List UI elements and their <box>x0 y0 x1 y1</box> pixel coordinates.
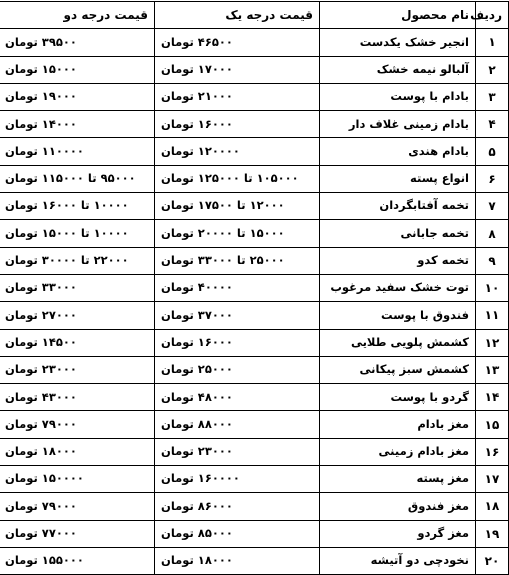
row-number: ۱۰ <box>476 274 509 301</box>
price-grade-one: ۱۶۰۰۰ تومان <box>155 111 320 138</box>
product-name: مغز بادام زمینی <box>320 438 476 465</box>
table-body <box>0 29 509 575</box>
price-grade-one: ۱۶۰۰۰۰ تومان <box>155 466 320 493</box>
price-grade-two: ۹۵۰۰۰ تا ۱۱۵۰۰۰ تومان <box>0 165 155 192</box>
price-grade-one: ۱۷۰۰۰ تومان <box>155 56 320 83</box>
table-row <box>0 356 509 383</box>
row-number: ۱۲ <box>476 329 509 356</box>
price-grade-one: ۱۶۰۰۰ تومان <box>155 329 320 356</box>
price-grade-one: ۲۱۰۰۰ تومان <box>155 83 320 110</box>
table-row <box>0 138 509 165</box>
table-row <box>0 438 509 465</box>
table-row <box>0 83 509 110</box>
product-name: تخمه کدو <box>320 247 476 274</box>
price-grade-two: ۳۳۰۰۰ تومان <box>0 274 155 301</box>
row-number: ۲۰ <box>476 547 509 574</box>
price-grade-one: ۴۸۰۰۰ تومان <box>155 384 320 411</box>
price-grade-one: ۸۵۰۰۰ تومان <box>155 520 320 547</box>
price-grade-two: ۲۳۰۰۰ تومان <box>0 356 155 383</box>
row-number: ۹ <box>476 247 509 274</box>
price-grade-two: ۱۰۰۰۰ تا ۱۵۰۰۰ تومان <box>0 220 155 247</box>
price-grade-one: ۳۷۰۰۰ تومان <box>155 302 320 329</box>
price-grade-two: ۳۹۵۰۰ تومان <box>0 29 155 56</box>
price-grade-two: ۲۷۰۰۰ تومان <box>0 302 155 329</box>
product-name: کشمش پلویی طلایی <box>320 329 476 356</box>
product-name: مغز گردو <box>320 520 476 547</box>
row-number: ۱۵ <box>476 411 509 438</box>
product-name: فندوق با پوست <box>320 302 476 329</box>
product-name: مغز بادام <box>320 411 476 438</box>
price-grade-two: ۷۹۰۰۰ تومان <box>0 493 155 520</box>
price-grade-one: ۴۶۵۰۰ تومان <box>155 29 320 56</box>
table-row <box>0 247 509 274</box>
table-row <box>0 111 509 138</box>
row-number: ۷ <box>476 193 509 220</box>
price-grade-one: ۸۸۰۰۰ تومان <box>155 411 320 438</box>
row-number: ۱۱ <box>476 302 509 329</box>
price-grade-one: ۴۰۰۰۰ تومان <box>155 274 320 301</box>
row-number: ۶ <box>476 165 509 192</box>
price-grade-two: ۷۷۰۰۰ تومان <box>0 520 155 547</box>
product-name: کشمش سبز پیکانی <box>320 356 476 383</box>
header-price-grade-two: قیمت درجه دو <box>0 2 155 29</box>
product-name: تخمه جابانی <box>320 220 476 247</box>
price-grade-one: ۱۸۰۰۰ تومان <box>155 547 320 574</box>
price-grade-two: ۱۸۰۰۰ تومان <box>0 438 155 465</box>
row-number: ۵ <box>476 138 509 165</box>
price-grade-two: ۴۳۰۰۰ تومان <box>0 384 155 411</box>
product-name: بادام هندی <box>320 138 476 165</box>
row-number: ۴ <box>476 111 509 138</box>
price-grade-two: ۱۴۵۰۰ تومان <box>0 329 155 356</box>
table-row <box>0 520 509 547</box>
table-row <box>0 302 509 329</box>
product-name: مغز پسته <box>320 466 476 493</box>
table-row <box>0 193 509 220</box>
row-number: ۱۶ <box>476 438 509 465</box>
product-name: بادام با پوست <box>320 83 476 110</box>
table-row <box>0 274 509 301</box>
header-row-number: ردیف <box>476 2 509 29</box>
product-name: نخودچی دو آتیشه <box>320 547 476 574</box>
table-row <box>0 547 509 574</box>
price-table-container <box>0 1 508 575</box>
price-grade-two: ۱۵۰۰۰۰ تومان <box>0 466 155 493</box>
price-grade-one: ۸۶۰۰۰ تومان <box>155 493 320 520</box>
product-name: توت خشک سفید مرغوب <box>320 274 476 301</box>
table-row <box>0 56 509 83</box>
header-product-name: نام محصول <box>320 2 476 29</box>
product-name: بادام زمینی غلاف دار <box>320 111 476 138</box>
product-name: گردو با پوست <box>320 384 476 411</box>
row-number: ۱۹ <box>476 520 509 547</box>
price-grade-two: ۷۹۰۰۰ تومان <box>0 411 155 438</box>
table-row <box>0 384 509 411</box>
price-grade-two: ۱۵۰۰۰ تومان <box>0 56 155 83</box>
row-number: ۱۷ <box>476 466 509 493</box>
price-grade-one: ۱۰۵۰۰۰ تا ۱۲۵۰۰۰ تومان <box>155 165 320 192</box>
product-name: انواع پسته <box>320 165 476 192</box>
table-row <box>0 411 509 438</box>
product-name: آلبالو نیمه خشک <box>320 56 476 83</box>
header-row <box>0 2 509 29</box>
row-number: ۳ <box>476 83 509 110</box>
table-row <box>0 493 509 520</box>
row-number: ۸ <box>476 220 509 247</box>
price-grade-one: ۲۳۰۰۰ تومان <box>155 438 320 465</box>
table-row <box>0 29 509 56</box>
price-grade-two: ۱۱۰۰۰۰ تومان <box>0 138 155 165</box>
row-number: ۱۳ <box>476 356 509 383</box>
price-grade-two: ۱۴۰۰۰ تومان <box>0 111 155 138</box>
product-name: انجیر خشک یکدست <box>320 29 476 56</box>
price-grade-two: ۱۹۰۰۰ تومان <box>0 83 155 110</box>
row-number: ۱ <box>476 29 509 56</box>
price-grade-one: ۱۵۰۰۰ تا ۲۰۰۰۰ تومان <box>155 220 320 247</box>
price-grade-one: ۱۲۰۰۰ تا ۱۷۵۰۰ تومان <box>155 193 320 220</box>
row-number: ۱۴ <box>476 384 509 411</box>
price-grade-one: ۱۲۰۰۰۰ تومان <box>155 138 320 165</box>
price-grade-two: ۱۵۵۰۰۰ تومان <box>0 547 155 574</box>
price-grade-two: ۲۲۰۰۰ تا ۳۰۰۰۰ تومان <box>0 247 155 274</box>
table-row <box>0 220 509 247</box>
table-header <box>0 2 509 29</box>
table-row <box>0 329 509 356</box>
price-grade-two: ۱۰۰۰۰ تا ۱۶۰۰۰ تومان <box>0 193 155 220</box>
header-price-grade-one: قیمت درجه یک <box>155 2 320 29</box>
price-table <box>0 1 509 575</box>
product-name: تخمه آفتابگردان <box>320 193 476 220</box>
row-number: ۱۸ <box>476 493 509 520</box>
table-row <box>0 466 509 493</box>
product-name: مغز فندوق <box>320 493 476 520</box>
price-grade-one: ۲۵۰۰۰ تومان <box>155 356 320 383</box>
price-grade-one: ۲۵۰۰۰ تا ۳۳۰۰۰ تومان <box>155 247 320 274</box>
row-number: ۲ <box>476 56 509 83</box>
table-row <box>0 165 509 192</box>
